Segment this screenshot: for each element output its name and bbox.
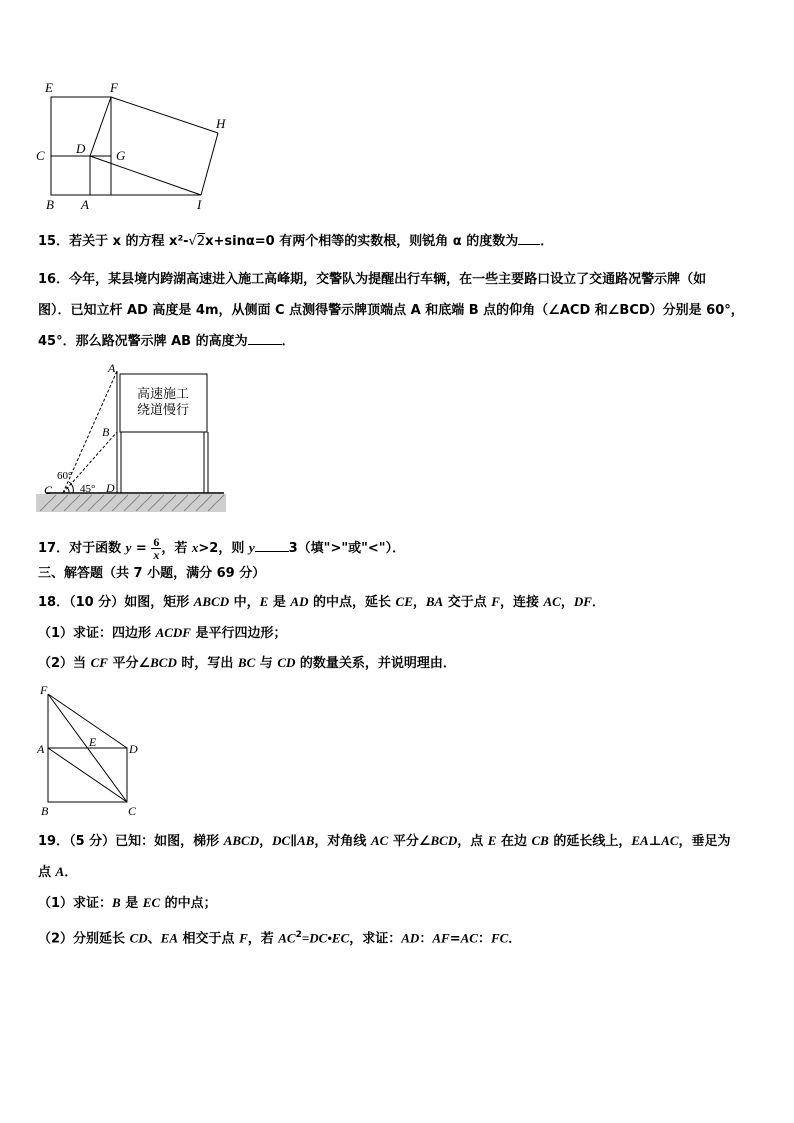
q19-a: A xyxy=(55,864,65,879)
q19-fc: FC xyxy=(490,930,509,946)
q18-p2-text: （2）当 xyxy=(38,656,91,671)
q17-var-y: y xyxy=(125,540,132,555)
question-18-part1 xyxy=(38,625,287,642)
label-h: H xyxy=(216,116,226,131)
q19-p2-text: （2）分别延长 xyxy=(38,931,130,947)
sqrt-radicand: 2 xyxy=(196,234,206,249)
q19-abcd: ABCD xyxy=(223,833,260,848)
q18-ac: AC xyxy=(543,594,561,609)
label-c: C xyxy=(44,483,53,497)
q19-p1-text: 的中点； xyxy=(160,896,217,911)
q19-bcd: BCD xyxy=(430,833,458,848)
label-e: E xyxy=(89,735,97,749)
q19-text: ． xyxy=(64,865,78,880)
q18-text: ． xyxy=(591,595,605,610)
label-g: G xyxy=(116,148,126,163)
question-19-stem-line1 xyxy=(38,833,731,850)
segment-fh xyxy=(111,97,218,133)
q19-p2-text: = xyxy=(449,931,461,947)
label-c: C xyxy=(36,148,45,163)
q18-text: 中， xyxy=(229,595,260,610)
q19-p2-text: 相交于点 xyxy=(178,931,240,947)
q19-text: 的延长线上， xyxy=(548,834,632,849)
question-19-part2 xyxy=(38,927,521,947)
q19-p2-text: ． xyxy=(508,931,522,947)
q19-p2-text: 、 xyxy=(147,931,161,947)
answer-blank-16 xyxy=(248,344,282,345)
q18-cd: CD xyxy=(277,655,296,670)
question-16-line2: 图）．已知立杆 AD 高度是 4m，从侧面 C 点测得警示牌顶端点 A 和底端 B 点的仰角（∠ACD 和∠BCD）分别是 60°， xyxy=(38,303,744,318)
q19-text: 19．（5 分）已知：如图，梯形 xyxy=(38,834,224,849)
q19-text: 在边 xyxy=(496,834,532,849)
q17-cond: >2，则 xyxy=(198,541,249,556)
label-d: D xyxy=(76,141,86,156)
q18-text: 是 xyxy=(268,595,291,610)
q19-ac: AC xyxy=(278,930,296,946)
q18-text: ， xyxy=(412,595,426,610)
answer-blank-15 xyxy=(518,244,540,245)
question-16-line1: 16．今年，某县境内跨湖高速进入施工高峰期，交警队为提醒出行车辆，在一些主要路口设立了交通路况警示牌（如 xyxy=(38,272,707,287)
q15-end: ． xyxy=(540,234,554,249)
q19-p2-text: ，求证： xyxy=(349,931,402,947)
q18-text: 交于点 xyxy=(443,595,492,610)
q18-e: E xyxy=(259,594,269,609)
q19-text: ， xyxy=(259,834,273,849)
section-heading: 三、解答题（共 7 小题，满分 69 分） xyxy=(38,566,266,581)
label-b: B xyxy=(46,197,54,212)
sign-text-line2: 绕道慢行 xyxy=(136,402,190,417)
q18-p2-text: 与 xyxy=(255,656,278,671)
q19-ac-2: AC xyxy=(460,930,478,946)
question-19-part1 xyxy=(38,895,217,912)
q19-ac: AC xyxy=(370,833,389,848)
label-e: E xyxy=(45,80,53,95)
q19-p2-text: ： xyxy=(477,931,491,947)
q18-ba: BA xyxy=(425,594,444,609)
label-f: F xyxy=(110,80,118,95)
q18-bc: BC xyxy=(237,655,256,670)
label-a: A xyxy=(37,742,45,756)
q19-p2-text: ： xyxy=(419,931,433,947)
q18-p1-text: 是平行四边形； xyxy=(190,626,287,641)
angle-arc-60 xyxy=(66,487,69,493)
question-16-line3 xyxy=(38,334,295,350)
q18-f: F xyxy=(491,594,500,609)
q19-text: ，垂足为 xyxy=(678,834,731,849)
q18-p2-text: 平分∠ xyxy=(107,656,151,671)
q18-acdf: ACDF xyxy=(155,625,191,640)
q18-text: 的中点，延长 xyxy=(308,595,396,610)
label-a: A xyxy=(108,361,116,375)
q18-ad: AD xyxy=(290,594,309,609)
q17-prefix: 17．对于函数 xyxy=(38,541,126,556)
q18-bcd: BCD xyxy=(150,655,177,670)
segment-di xyxy=(90,156,201,195)
label-c: C xyxy=(128,804,137,818)
q19-cb: CB xyxy=(531,833,549,848)
q19-dc-ec: =DC•EC xyxy=(301,930,350,946)
segment-ac xyxy=(48,748,127,802)
q17-var-y2: y xyxy=(248,540,255,555)
q19-p1-text: 是 xyxy=(120,896,143,911)
q19-text: ，点 xyxy=(457,834,488,849)
q16-line3-end: ． xyxy=(281,334,295,349)
question-18-part2 xyxy=(38,655,456,672)
q18-text: ，连接 xyxy=(499,595,544,610)
question-15 xyxy=(38,234,553,250)
angle-arc-45 xyxy=(69,482,73,493)
q19-ea: EA xyxy=(160,930,178,946)
q19-e: E xyxy=(487,833,497,848)
question-17 xyxy=(38,536,405,561)
segment-hi xyxy=(201,133,218,195)
q18-p1-text: （1）求证：四边形 xyxy=(38,626,156,641)
q19-b: B xyxy=(112,895,121,910)
q19-ad: AD xyxy=(401,930,420,946)
q15-prefix: 15．若关于 x 的方程 x²- xyxy=(38,234,189,249)
q18-ce: CE xyxy=(395,594,413,609)
q17-mid: ，若 xyxy=(161,541,192,556)
q15-suffix: x+sinα=0 有两个相等的实数根，则锐角 α 的度数为 xyxy=(205,234,519,249)
q17-var-x: x xyxy=(191,540,199,555)
q18-abcd: ABCD xyxy=(193,594,230,609)
q18-p2-text: 时，写出 xyxy=(176,656,238,671)
q19-text: 平分∠ xyxy=(388,834,431,849)
fraction-6-over-x xyxy=(151,536,161,561)
question-18-stem xyxy=(38,594,605,611)
angle-60-label: 60° xyxy=(57,470,73,482)
q19-text: 点 xyxy=(38,865,56,880)
q19-cd: CD xyxy=(129,930,148,946)
q19-af: AF xyxy=(432,930,450,946)
q19-ea-perp-ac: EA⊥AC xyxy=(631,833,679,848)
label-b: B xyxy=(41,804,49,818)
segment-df xyxy=(90,97,111,156)
q19-text: ，对角线 xyxy=(314,834,371,849)
q18-text: 18．（10 分）如图，矩形 xyxy=(38,595,194,610)
q18-text: ， xyxy=(560,595,574,610)
label-i: I xyxy=(197,197,202,212)
q18-df: DF xyxy=(573,594,592,609)
label-b: B xyxy=(102,425,110,439)
label-d: D xyxy=(106,481,115,495)
q18-p2-text: 的数量关系，并说明理由． xyxy=(295,656,456,671)
label-a: A xyxy=(81,197,89,212)
sign-text-line1: 高速施工 xyxy=(136,386,190,401)
q19-dc-parallel-ab: DC∥AB xyxy=(272,833,315,848)
angle-45-label: 45° xyxy=(80,483,96,495)
q19-ec: EC xyxy=(142,895,161,910)
figure-q16 xyxy=(36,360,226,516)
segment-fd xyxy=(48,694,127,748)
fraction-numerator: 6 xyxy=(153,535,160,549)
label-f: F xyxy=(40,683,48,697)
q19-p2-text: ，若 xyxy=(247,931,279,947)
q19-p1-text: （1）求证： xyxy=(38,896,113,911)
answer-blank-17 xyxy=(255,551,289,552)
q16-line3-text: 45°．那么路况警示牌 AB 的高度为 xyxy=(38,334,248,349)
question-19-stem-line2 xyxy=(38,864,77,881)
q18-cf: CF xyxy=(90,655,108,670)
sqrt-symbol: √ xyxy=(188,234,197,249)
figure-q14 xyxy=(30,78,240,214)
q19-superscript: 2 xyxy=(295,930,302,940)
q17-after: 3（填">"或"<"）． xyxy=(288,541,406,556)
fraction-denominator: x xyxy=(153,548,160,562)
label-d: D xyxy=(129,742,138,756)
figure-q18 xyxy=(34,682,146,818)
q19-f: F xyxy=(239,930,248,946)
q17-eq: = xyxy=(131,541,152,556)
